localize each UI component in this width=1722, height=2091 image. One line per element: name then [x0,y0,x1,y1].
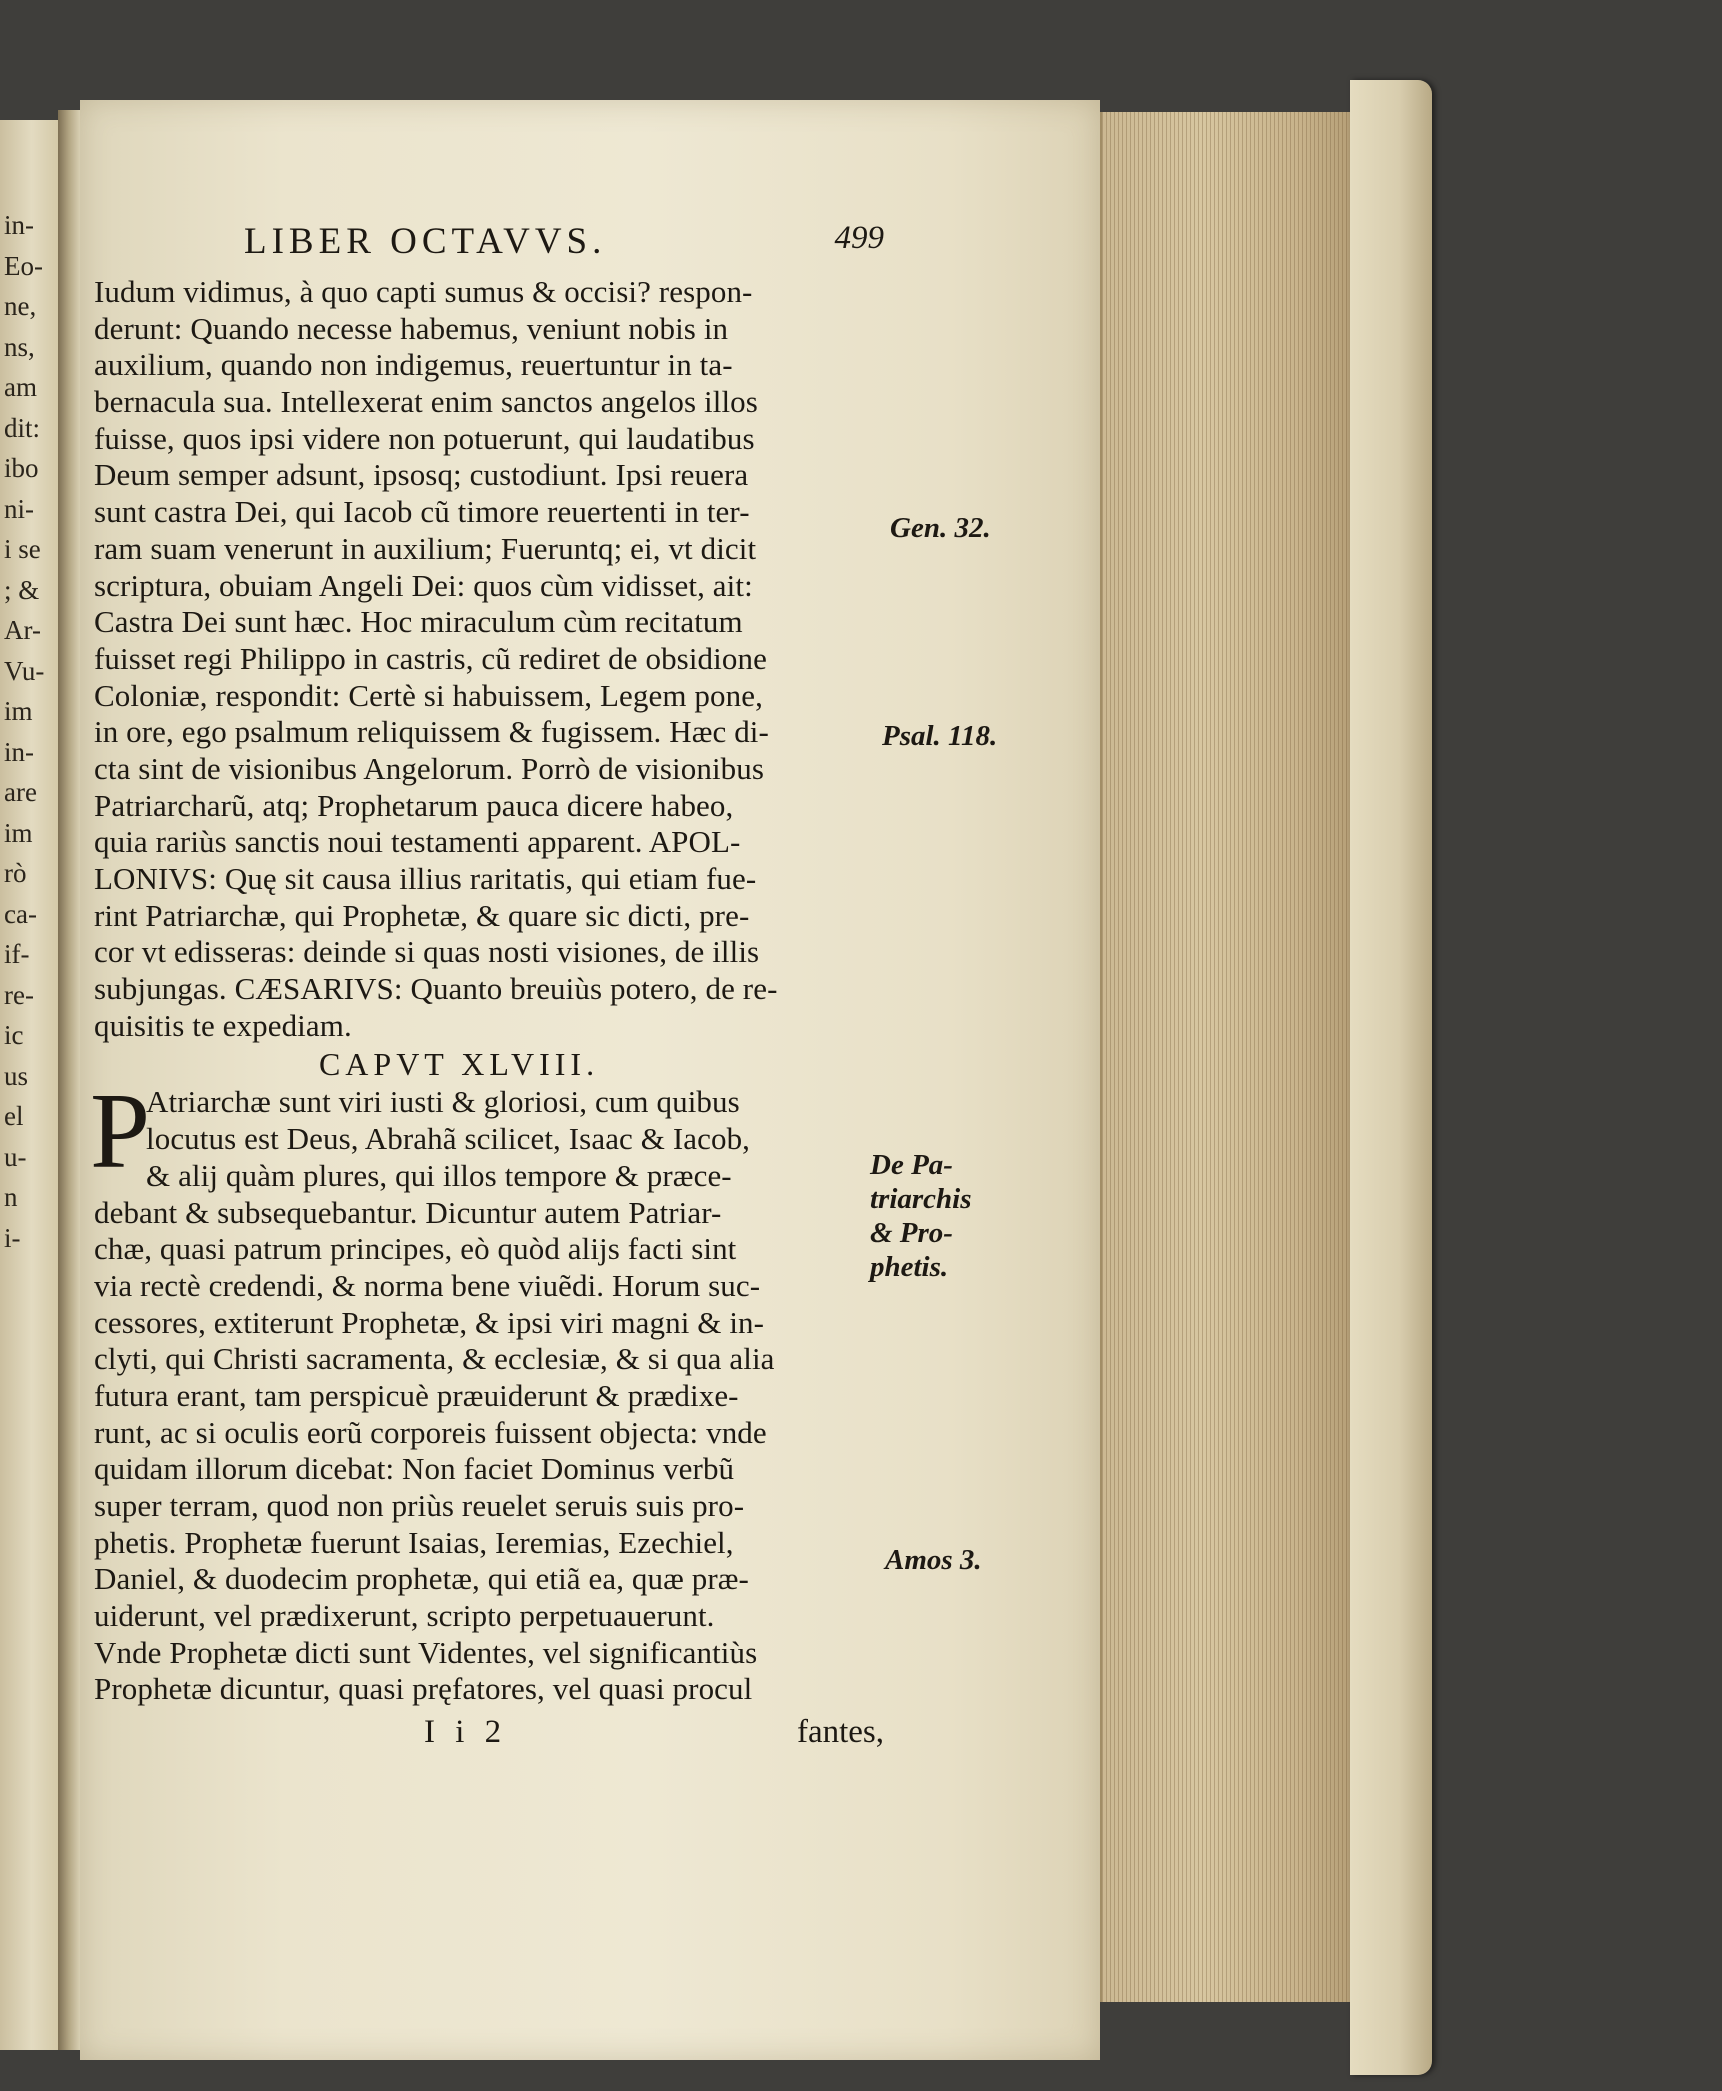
margin-note-amos: Amos 3. [885,1544,982,1576]
margin-note-patriarchis [870,1148,972,1284]
running-head [94,220,884,268]
margin-note-line: & Pro- [870,1217,953,1249]
text-line: debant & subsequebantur. Dicuntur autem Patriar- [94,1194,722,1230]
text-line: super terram, quod non priùs reuelet seruis suis pro- [94,1488,745,1523]
previous-page-fragment: ibo [4,453,39,483]
previous-page-fragment: im [4,696,33,726]
catchword: fantes, [796,1714,884,1751]
margin-note-line: phetis. [870,1251,949,1283]
previous-page [0,120,60,2050]
margin-note-gen: Gen. 32. [890,512,991,544]
text-block [90,220,884,1754]
previous-page-fragment: dit: [4,412,41,443]
text-line: uiderunt, vel prædixerunt, scripto perpetuauerunt. [94,1598,715,1634]
text-line: cta sint de visionibus Angelorum. Porrò de visionibus [94,750,765,786]
page-number: 499 [834,220,884,256]
text-line: Iudum vidimus, à quo capti sumus & occisi? respon- [94,274,753,309]
text-line: Vnde Prophetæ dicti sunt Videntes, vel significantiùs [94,1634,758,1670]
text-line: ram suam venerunt in auxilium; Fueruntq; ei, vt dicit [94,530,757,566]
text-line: LONIVS: Quę sit causa illius raritatis, qui etiam fue- [94,861,757,896]
previous-page-fragment: el [4,1101,24,1131]
previous-page-fragment: ic [4,1020,24,1050]
previous-page-fragment: in- [4,210,34,240]
text-line: clyti, qui Christi sacramenta, & ecclesiæ, & si qua alia [94,1341,775,1377]
text-line: fuisse, quos ipsi videre non potuerunt, qui laudatibus [94,420,755,456]
text-line: Daniel, & duodecim prophetæ, qui etiã ea, quæ præ- [94,1561,749,1597]
text-line: quia rariùs sanctis noui testamenti apparent. APOL- [94,824,741,860]
previous-page-fragment: im [4,817,33,848]
previous-page-fragment: Ar- [4,615,41,645]
text-line: via rectè credendi, & norma bene viuẽdi. Horum suc- [94,1267,761,1303]
previous-page-fragment: if- [4,939,30,969]
chapter-heading: CAPVT XLVIII. [318,1046,600,1083]
text-line: quisitis te expediam. [94,1007,352,1043]
text-line: bernacula sua. Intellexerat enim sanctos angelos illos [94,384,758,420]
previous-page-fragment: u- [4,1141,27,1172]
text-line: & alij quàm plures, qui illos tempore & præce- [146,1157,732,1193]
text-line: Atriarchæ sunt viri iusti & gloriosi, cum quibus [146,1084,740,1120]
signature-line [94,1714,884,1754]
page-edges [1100,112,1352,2002]
book-cover [1350,80,1432,2075]
text-line: subjungas. CÆSARIVS: Quanto breuiùs potero, de re- [94,971,778,1007]
previous-page-fragment: i se [4,534,41,564]
previous-page-fragment: ns, [4,331,35,362]
text-line: Castra Dei sunt hæc. Hoc miraculum cùm recitatum [94,604,743,640]
margin-note-line: De Pa- [870,1149,953,1181]
previous-page-fragment: i- [4,1222,21,1253]
text-line: derunt: Quando necesse habemus, veniunt nobis in [94,310,729,346]
text-line: Patriarcharũ, atq; Prophetarum pauca dicere habeo, [94,787,734,823]
previous-page-fragment: re- [4,979,34,1010]
text-line: rint Patriarchæ, qui Prophetæ, & quare sic dicti, pre- [94,897,750,933]
previous-page-fragment: rò [4,858,27,888]
previous-page-fragment: Vu- [4,655,45,686]
chapter-paragraph [90,1072,884,1708]
text-line: runt, ac si oculis eorũ corporeis fuissent objecta: vnde [94,1414,767,1450]
running-title: LIBER OCTAVVS. [244,221,607,262]
previous-page-fragment: ne, [4,291,37,321]
previous-page-fragment: ; & [4,574,40,605]
gutter [58,110,80,2050]
previous-page-fragment: ca- [4,898,37,929]
text-line: locutus est Deus, Abrahã scilicet, Isaac & Iacob, [146,1121,751,1157]
text-line: futura erant, tam perspicuè præuiderunt & prædixe- [94,1377,739,1413]
previous-page-fragment: are [4,777,37,807]
previous-page-fragment: in- [4,736,34,767]
paragraph-before-chapter [94,274,884,1044]
text-line: fuisset regi Philippo in castris, cũ rediret de obsidione [94,640,767,676]
signature-mark: I i 2 [424,1714,508,1751]
previous-page-fragment: n [4,1182,18,1212]
text-line: auxilium, quando non indigemus, reuertuntur in ta- [94,347,733,383]
text-line: phetis. Prophetæ fuerunt Isaias, Ieremias, Ezechiel, [94,1524,734,1560]
text-line: Prophetæ dicuntur, quasi pręfatores, vel quasi procul [94,1671,753,1707]
text-line: cor vt edisseras: deinde si quas nosti visiones, de illis [94,934,760,970]
text-line: Deum semper adsunt, ipsosq; custodiunt. Ipsi reuera [94,457,749,493]
margin-note-psal: Psal. 118. [882,720,998,752]
text-line: in ore, ego psalmum reliquissem & fugissem. Hæc di- [94,714,769,750]
text-line: chæ, quasi patrum principes, eò quòd alijs facti sint [94,1231,737,1267]
previous-page-fragment: us [4,1060,29,1091]
text-line: cessores, extiterunt Prophetæ, & ipsi viri magni & in- [94,1304,765,1340]
text-line: quidam illorum dicebat: Non faciet Dominus verbũ [94,1451,735,1487]
margin-note-line: triarchis [870,1183,972,1215]
previous-page-fragment: Eo- [4,250,43,281]
previous-page-fragment: ni- [4,493,34,524]
previous-page-fragment: am [4,372,37,402]
text-line: scriptura, obuiam Angeli Dei: quos cùm vidisset, ait: [94,567,753,603]
drop-cap: P [90,1072,151,1192]
text-line: Coloniæ, respondit: Certè si habuissem, Legem pone, [94,677,763,713]
text-line: sunt castra Dei, qui Iacob cũ timore reuertenti in ter- [94,494,750,530]
